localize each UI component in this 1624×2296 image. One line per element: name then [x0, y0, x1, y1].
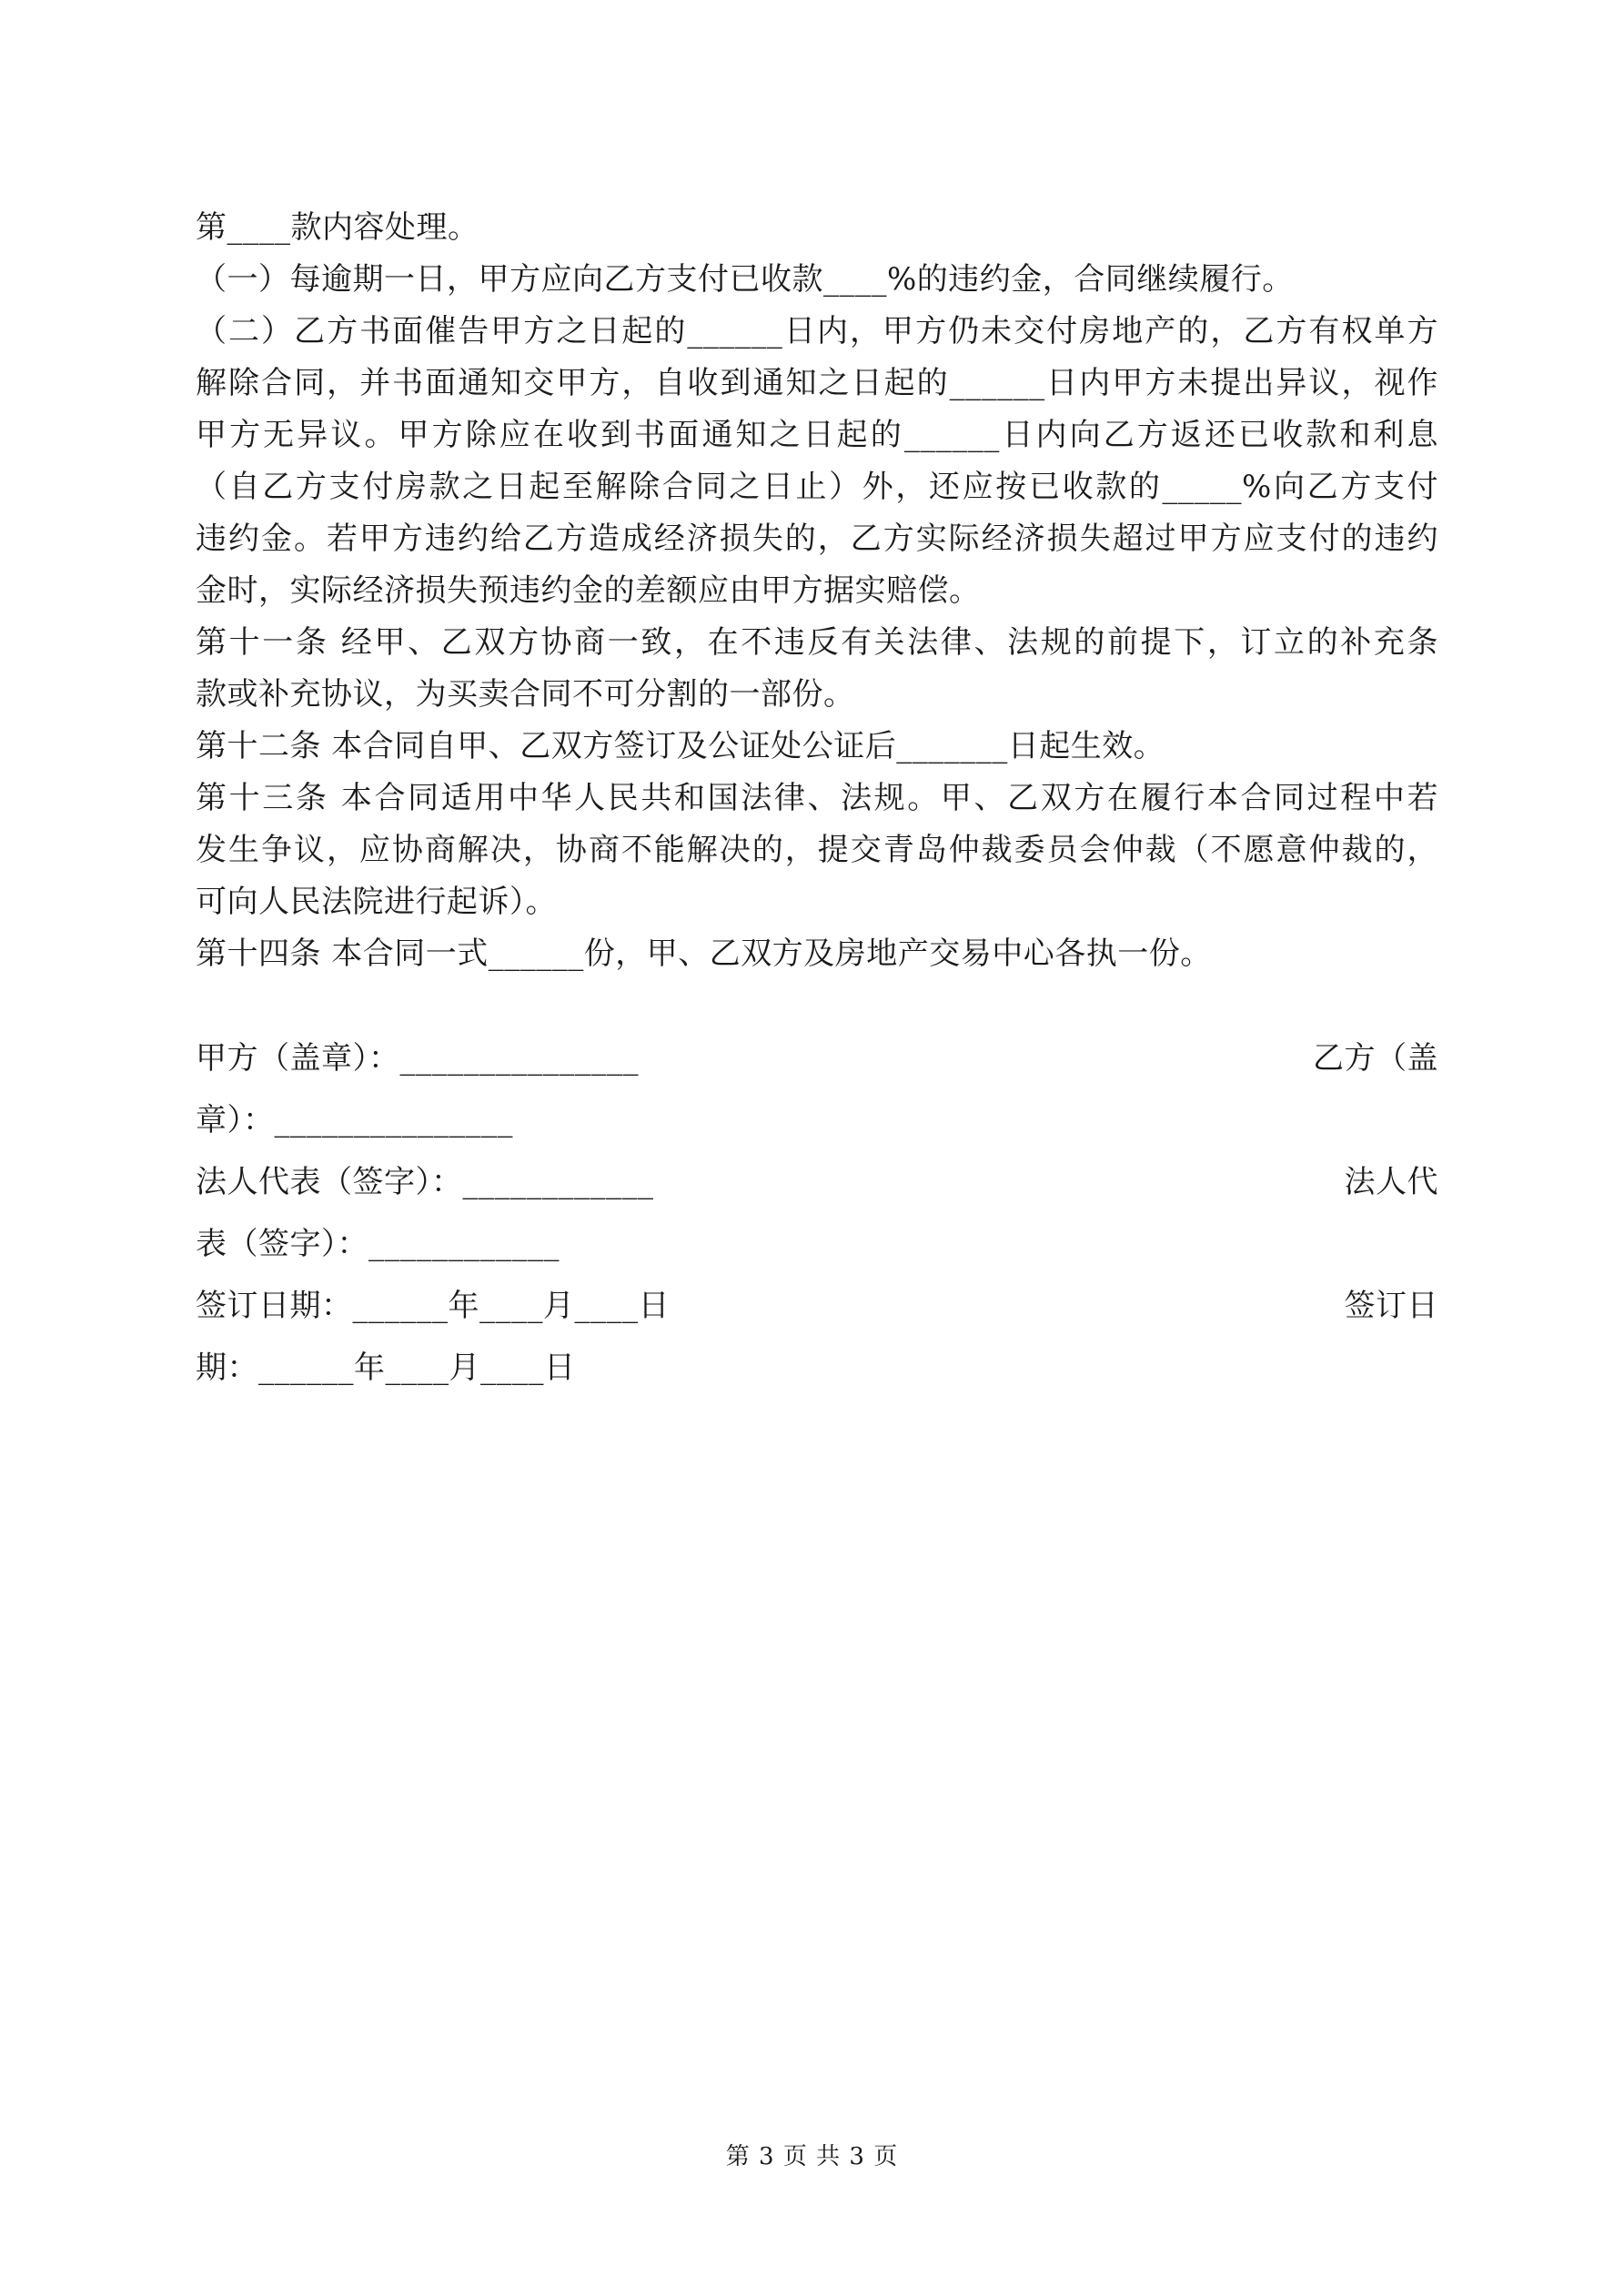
- signature-row: [196, 1151, 1438, 1213]
- text-line: （一）每逾期一日，甲方应向乙方支付已收款____%的违约金，合同继续履行。: [196, 261, 1294, 298]
- party-b-sign-date-continuation: 期：______年____月____日: [196, 1350, 576, 1386]
- text-line: 第十二条 本合同自甲、乙双方签订及公证处公证后_______日起生效。: [196, 728, 1165, 764]
- text-line: （二）乙方书面催告甲方之日起的______日内，甲方仍未交付房地产的，乙方有权单方: [196, 313, 1438, 349]
- signature-row: [196, 1089, 1438, 1151]
- text-line: 金时，实际经济损失预违约金的差额应由甲方据实赔偿。: [196, 572, 981, 609]
- text-line: 甲方无异议。甲方除应在收到书面通知之日起的______日内向乙方返还已收款和利息: [196, 417, 1438, 453]
- party-b-representative-label: 法人代: [1344, 1164, 1438, 1200]
- text-line: 发生争议，应协商解决，协商不能解决的，提交青岛仲裁委员会仲裁（不愿意仲裁的，: [196, 832, 1438, 868]
- text-line: 第十一条 经甲、乙双方协商一致，在不违反有关法律、法规的前提下，订立的补充条: [196, 624, 1438, 661]
- signature-row: [196, 1275, 1438, 1337]
- signature-row: [196, 1213, 1438, 1275]
- text-line: 违约金。若甲方违约给乙方造成经济损失的，乙方实际经济损失超过甲方应支付的违约: [196, 521, 1438, 557]
- text-line: 解除合同，并书面通知交甲方，自收到通知之日起的______日内甲方未提出异议，视作: [196, 365, 1438, 401]
- party-a-seal-label: 甲方（盖章）：_______________: [196, 1040, 639, 1077]
- text-line: （自乙方支付房款之日起至解除合同之日止）外，还应按已收款的_____%向乙方支付: [196, 469, 1438, 505]
- party-b-seal-label: 乙方（盖: [1313, 1040, 1438, 1077]
- party-b-seal-continuation: 章）：_______________: [196, 1102, 513, 1138]
- text-line: 第____款内容处理。: [196, 209, 479, 246]
- party-b-representative-continuation: 表（签字）：____________: [196, 1226, 560, 1262]
- text-line: 第十三条 本合同适用中华人民共和国法律、法规。甲、乙双方在履行本合同过程中若: [196, 780, 1438, 816]
- text-line: 可向人民法院进行起诉）。: [196, 884, 557, 920]
- page-footer: 第 3 页 共 3 页: [725, 2143, 899, 2170]
- spacer: [196, 980, 1438, 1027]
- contract-body: [196, 202, 1438, 1399]
- signature-row: [196, 1337, 1438, 1399]
- party-a-sign-date-label: 签订日期：______年____月____日: [196, 1288, 670, 1324]
- text-line: 款或补充协议，为买卖合同不可分割的一部份。: [196, 676, 855, 713]
- party-b-sign-date-label: 签订日: [1344, 1288, 1438, 1324]
- signature-row: [196, 1027, 1438, 1089]
- party-a-representative-label: 法人代表（签字）：____________: [196, 1164, 654, 1200]
- text-line: 第十四条 本合同一式______份，甲、乙双方及房地产交易中心各执一份。: [196, 936, 1212, 972]
